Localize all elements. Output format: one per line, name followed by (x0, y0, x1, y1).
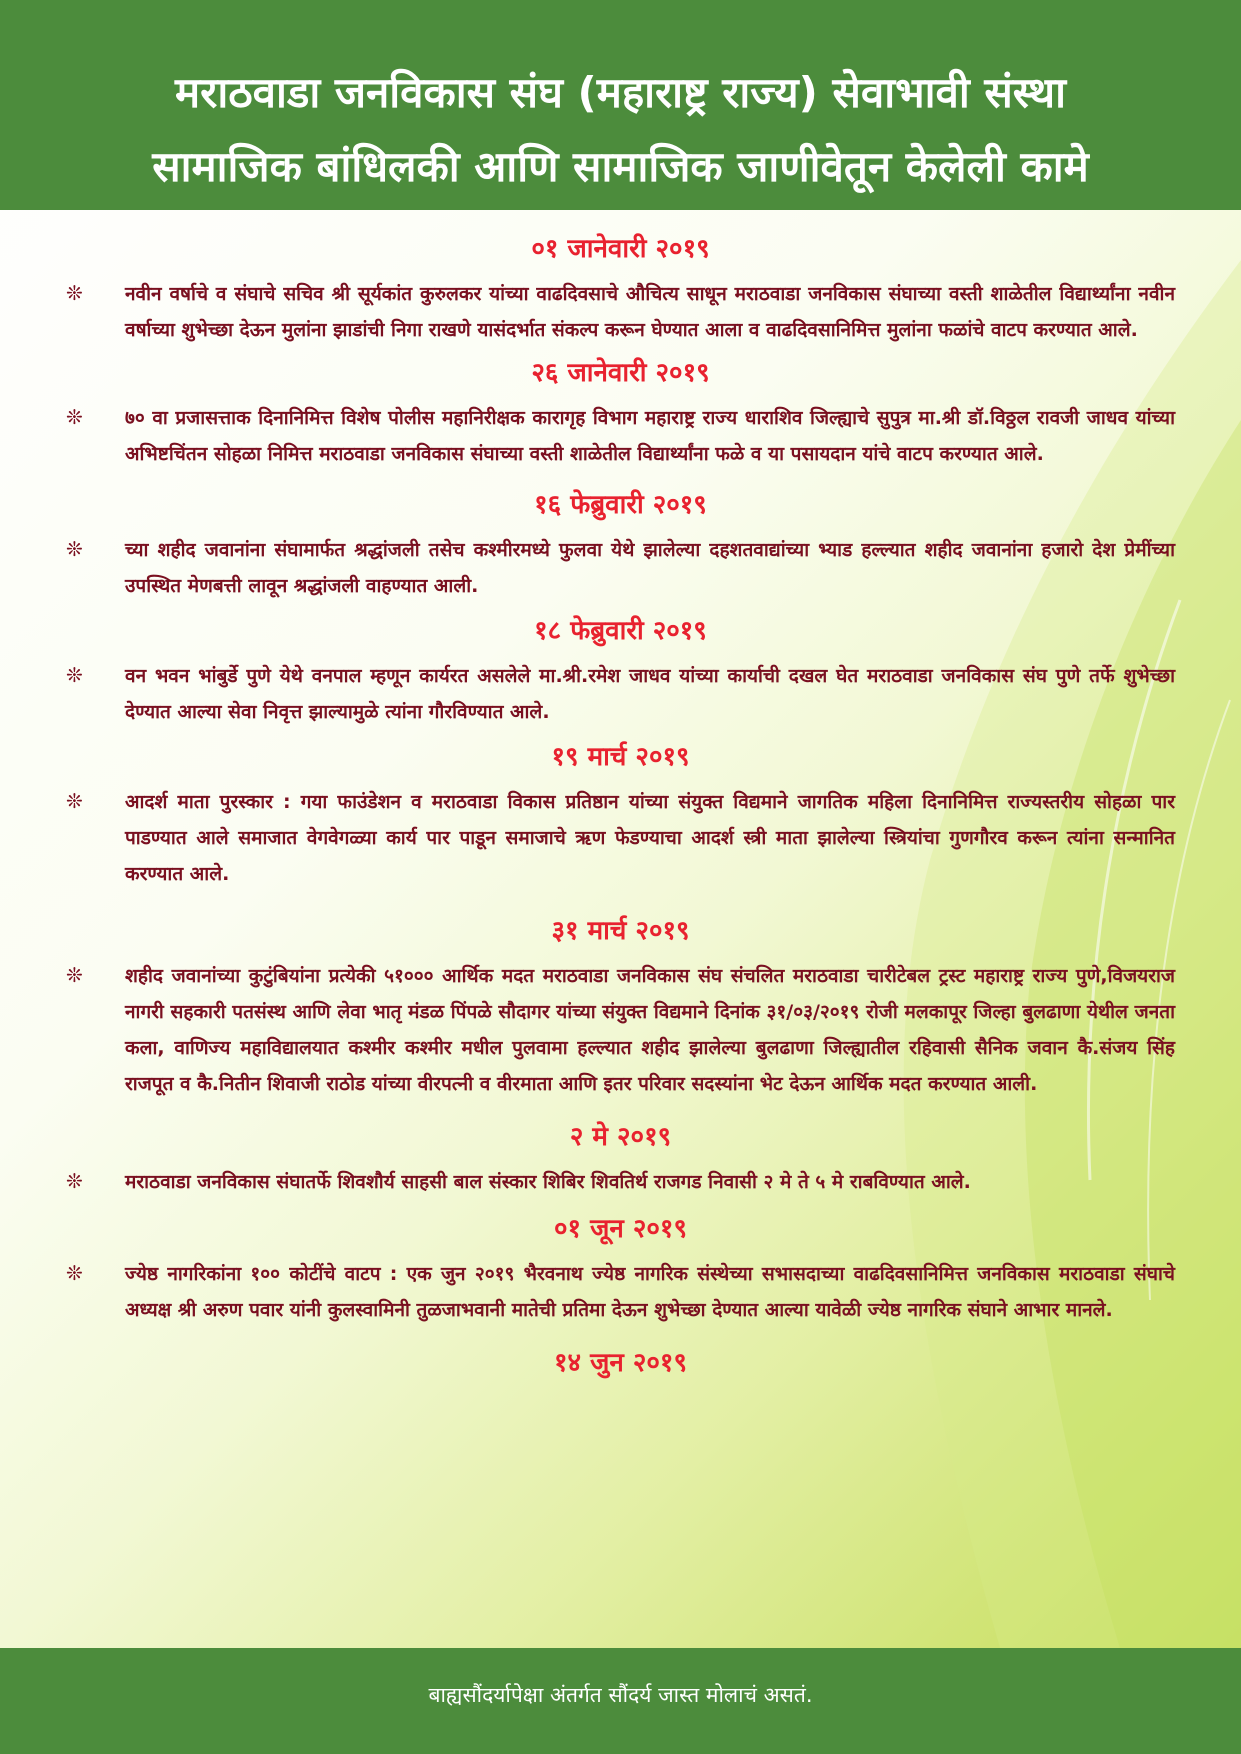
activity-section (0, 356, 1241, 472)
activity-text: मराठवाडा जनविकास संघातर्फे शिवशौर्य साहसी बाल संस्कार शिबिर शिवतिर्थ राजगड निवासी २ मे ते ५ मे राबविण्यात आले. (125, 1171, 971, 1193)
activity-section (0, 232, 1241, 348)
activity-item (0, 532, 1241, 604)
activity-item (0, 276, 1241, 348)
activity-section (0, 1212, 1241, 1328)
bullet-star-icon: ❊ (66, 537, 83, 561)
section-date: ०१ जून २०१९ (554, 1214, 687, 1244)
bullet-star-icon: ❊ (66, 789, 83, 813)
activity-text: वन भवन भांबुर्डे पुणे येथे वनपाल म्हणून कार्यरत असलेले मा.श्री.रमेश जाधव यांच्या कार्याची दखल घेत मराठवाडा जनविकास संघ पुणे तर्फे शुभेच्छा देण्यात आल्या सेवा निवृत्त झाल्यामुळे त्यांना गौरविण्यात आले. (125, 665, 1175, 723)
bullet-star-icon: ❊ (66, 405, 83, 429)
header-banner (0, 0, 1241, 210)
activity-section (0, 1120, 1241, 1200)
bullet-star-icon: ❊ (66, 663, 83, 687)
activity-item (0, 1256, 1241, 1328)
activity-text: ज्येष्ठ नागरिकांना १०० कोटींचे वाटप : एक जुन २०१९ भैरवनाथ ज्येष्ठ नागरिक संस्थेच्या सभासदाच्या वाढदिवसानिमित्त जनविकास मराठवाडा संघाचे अध्यक्ष श्री अरुण पवार यांनी कुलस्वामिनी तुळजाभवानी मातेची प्रतिमा देऊन शुभेच्छा देण्यात आल्या यावेळी ज्येष्ठ नागरिक संघाने आभार मानले. (125, 1263, 1175, 1321)
section-date: ३१ मार्च २०१९ (551, 916, 690, 946)
activity-section (0, 488, 1241, 604)
header-title-line-1: मराठवाडा जनविकास संघ (महाराष्ट्र राज्य) सेवाभावी संस्था (175, 68, 1066, 117)
activity-section (0, 614, 1241, 730)
activity-section (0, 1346, 1241, 1380)
activity-section (0, 914, 1241, 1102)
activity-item (0, 784, 1241, 892)
bullet-star-icon: ❊ (66, 281, 83, 305)
activity-item (0, 400, 1241, 472)
activity-item (0, 1164, 1241, 1200)
activity-text: ७० वा प्रजासत्ताक दिनानिमित्त विशेष पोलीस महानिरीक्षक कारागृह विभाग महाराष्ट्र राज्य धाराशिव जिल्ह्याचे सुपुत्र मा.श्री डॉ.विठ्ठल रावजी जाधव यांच्या अभिष्टचिंतन सोहळा निमित्त मराठवाडा जनविकास संघाच्या वस्ती शाळेतील विद्यार्थ्यांना फळे व या पसायदान यांचे वाटप करण्यात आले. (125, 407, 1175, 465)
activity-item (0, 658, 1241, 730)
section-date: २ मे २०१९ (569, 1122, 672, 1152)
footer-tagline: बाह्यसौंदर्यापेक्षा अंतर्गत सौंदर्य जास्त मोलाचं असतं. (428, 1683, 813, 1707)
section-date: १९ मार्च २०१९ (551, 742, 690, 772)
activity-text: शहीद जवानांच्या कुटुंबियांना प्रत्येकी ५१००० आर्थिक मदत मराठवाडा जनविकास संघ संचलित मराठवाडा चारीटेबल ट्रस्ट महाराष्ट्र राज्य पुणे,विजयराज नागरी सहकारी पतसंस्थ आणि लेवा भातृ मंडळ पिंपळे सौदागर यांच्या संयुक्त विद्यमाने दिनांक ३१/०३/२०१९ रोजी मलकापूर जिल्हा बुलढाणा येथील जनता कला, वाणिज्य महाविद्यालयात कश्मीर कश्मीर मधील पुलवामा हल्ल्यात शहीद झालेल्या बुलढाणा जिल्ह्यातील रहिवासी सैनिक जवान कै.संजय सिंह राजपूत व कै.नितीन शिवाजी राठोड यांच्या वीरपत्नी व वीरमाता आणि इतर परिवार सदस्यांना भेट देऊन आर्थिक मदत करण्यात आली. (125, 965, 1175, 1095)
bullet-star-icon: ❊ (66, 963, 83, 987)
activity-section (0, 740, 1241, 892)
bullet-star-icon: ❊ (66, 1261, 83, 1285)
footer-banner (0, 1648, 1241, 1754)
section-date: १४ जुन २०१९ (554, 1348, 687, 1378)
section-date: १६ फेब्रुवारी २०१९ (534, 490, 707, 520)
activity-text: च्या शहीद जवानांना संघामार्फत श्रद्धांजली तसेच कश्मीरमध्ये फुलवा येथे झालेल्या दहशतवाद्यांच्या भ्याड हल्ल्यात शहीद जवानांना हजारो देश प्रेमींच्या उपस्थित मेणबत्ती लावून श्रद्धांजली वाहण्यात आली. (125, 539, 1175, 597)
section-date: ०१ जानेवारी २०१९ (531, 234, 710, 264)
header-title-line-2: सामाजिक बांधिलकी आणि सामाजिक जाणीवेतून केलेली कामे (152, 142, 1089, 191)
activity-text: नवीन वर्षाचे व संघाचे सचिव श्री सूर्यकांत कुरुलकर यांच्या वाढदिवसाचे औचित्य साधून मराठवाडा जनविकास संघाच्या वस्ती शाळेतील विद्यार्थ्यांना नवीन वर्षाच्या शुभेच्छा देऊन मुलांना झाडांची निगा राखणे यासंदर्भात संकल्प करून घेण्यात आला व वाढदिवसानिमित्त मुलांना फळांचे वाटप करण्यात आले. (125, 283, 1175, 341)
section-date: १८ फेब्रुवारी २०१९ (534, 616, 707, 646)
bullet-star-icon: ❊ (66, 1169, 83, 1193)
section-date: २६ जानेवारी २०१९ (531, 358, 710, 388)
activity-item (0, 958, 1241, 1102)
activity-text: आदर्श माता पुरस्कार : गया फाउंडेशन व मराठवाडा विकास प्रतिष्ठान यांच्या संयुक्त विद्यमाने जागतिक महिला दिनानिमित्त राज्यस्तरीय सोहळा पार पाडण्यात आले समाजात वेगवेगळ्या कार्य पार पाडून समाजाचे ऋण फेडण्याचा आदर्श स्त्री माता झालेल्या स्त्रियांचा गुणगौरव करून त्यांना सन्मानित करण्यात आले. (125, 791, 1175, 885)
activity-list (0, 232, 1241, 1380)
